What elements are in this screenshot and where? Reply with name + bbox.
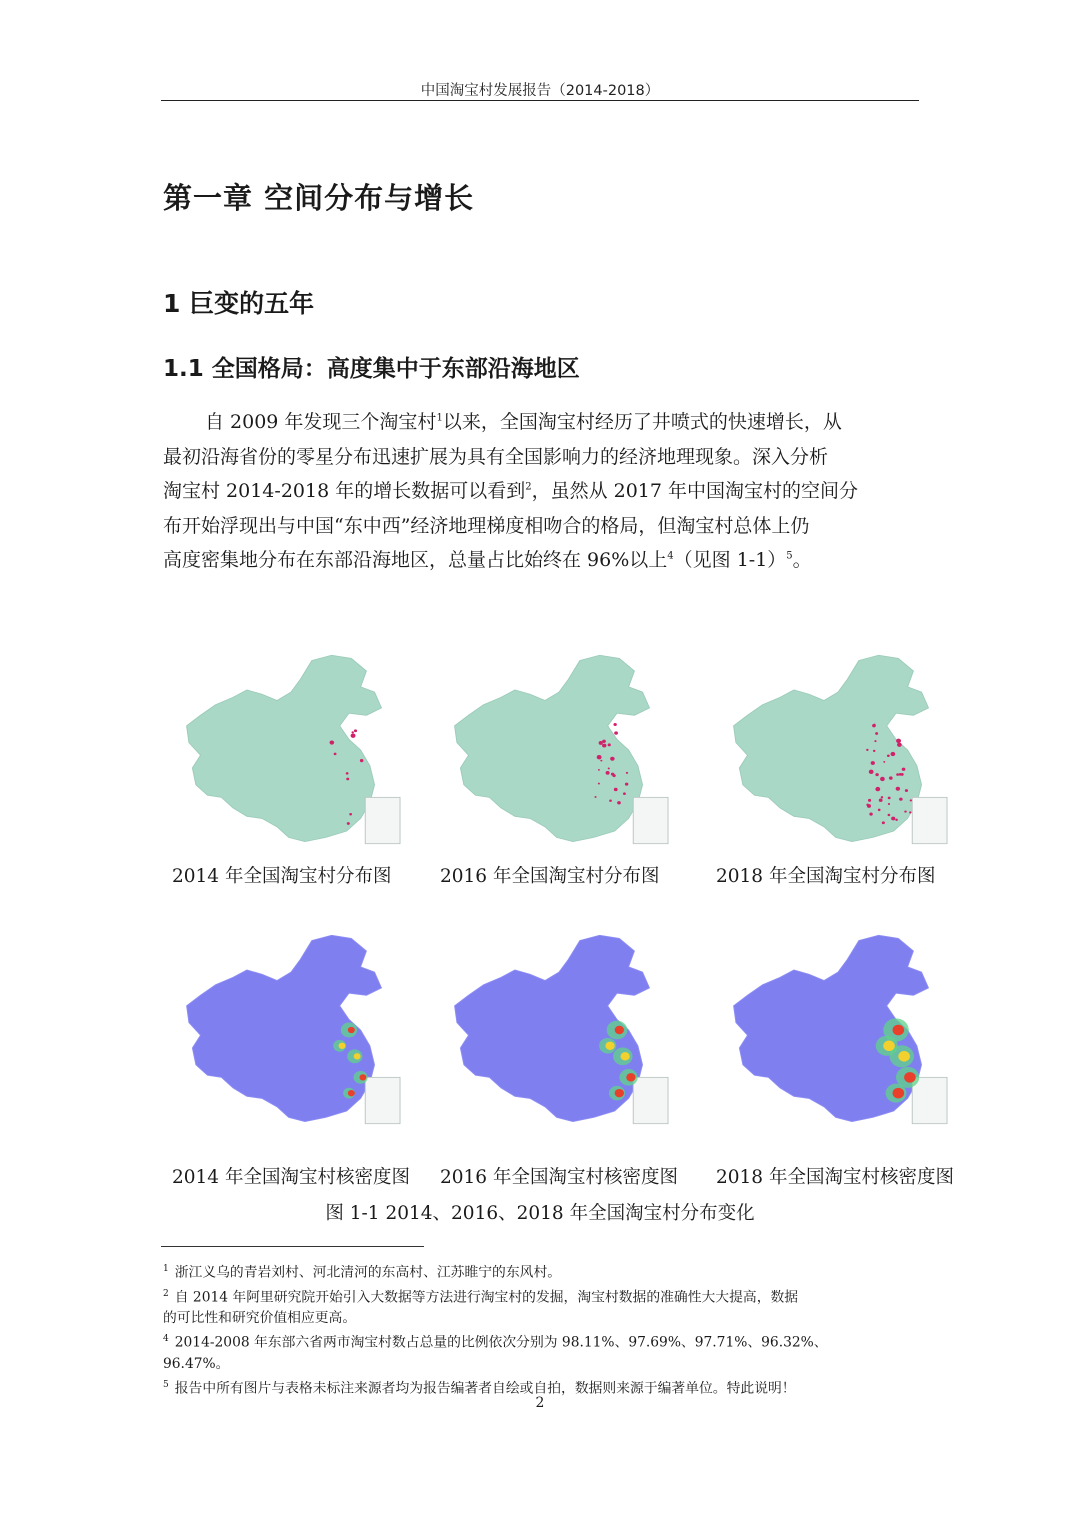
village-dot — [613, 723, 616, 726]
village-dot — [910, 799, 912, 801]
village-dot — [347, 822, 350, 825]
village-dot — [899, 798, 903, 801]
village-dot — [904, 810, 906, 812]
village-dot — [598, 783, 600, 785]
village-dot — [612, 774, 615, 777]
village-dot — [354, 729, 357, 732]
village-dot — [610, 757, 615, 761]
subsection-title: 1.1 全国格局：高度集中于东部沿海地区 — [163, 356, 580, 382]
footnote-text: 自 2014 年阿里研究院开始引入大数据等方法进行淘宝村的发掘，淘宝村数据的准确性大大提高，数据 — [174, 1289, 799, 1306]
footnote-ref[interactable]: 4 — [667, 550, 674, 562]
village-dot — [909, 811, 911, 813]
village-dot — [595, 796, 597, 798]
village-dot — [882, 821, 885, 824]
village-dot — [901, 773, 904, 776]
south-china-sea-inset — [912, 1077, 947, 1123]
village-dot — [866, 749, 868, 751]
footnote-continuation: 96.47%。 — [163, 1355, 230, 1372]
village-dot — [880, 777, 885, 781]
village-dot — [614, 731, 618, 734]
density-hotspot — [626, 1073, 635, 1081]
density-hotspot — [615, 1089, 624, 1097]
density-hotspot — [615, 1026, 624, 1034]
village-dot — [874, 740, 876, 742]
footnote-text: 2014-2008 年东部六省两市淘宝村数占总量的比例依次分别为 98.11%、97.69%、97.71%、96.32%、 — [174, 1334, 828, 1351]
village-dot — [352, 731, 354, 733]
village-dot — [878, 809, 881, 811]
village-dot — [888, 803, 890, 805]
header-rule — [161, 100, 919, 101]
density-hotspot — [620, 1052, 629, 1060]
village-dot — [896, 739, 901, 743]
village-dot — [866, 804, 869, 806]
village-dot — [905, 789, 908, 792]
footnote-ref[interactable]: 2 — [525, 481, 532, 493]
running-header: 中国淘宝村发展报告（2014-2018） — [420, 83, 660, 99]
distribution-map-2016 — [443, 650, 675, 850]
village-dot — [600, 760, 602, 762]
paragraph-line: 最初沿海省份的零星分布迅速扩展为具有全国影响力的经济地理现象。深入分析 — [163, 445, 829, 468]
village-dot — [346, 778, 349, 781]
village-dot — [891, 817, 895, 821]
village-dot — [623, 792, 626, 795]
south-china-sea-inset — [365, 1077, 400, 1123]
footnote-continuation: 的可比性和研究价值相应更高。 — [163, 1310, 357, 1327]
village-dot — [873, 724, 875, 726]
footnote-mark: 5 — [163, 1379, 169, 1390]
footnote — [163, 1284, 923, 1309]
footnote-rule — [161, 1246, 424, 1247]
china-outline — [455, 655, 650, 841]
density-hotspot — [605, 1042, 614, 1050]
south-china-sea-inset — [633, 1077, 668, 1123]
density-hotspot — [359, 1074, 366, 1080]
density-hotspot — [348, 1090, 355, 1096]
footnote-mark: 1 — [163, 1264, 169, 1274]
density-hotspot — [348, 1027, 355, 1033]
village-dot — [334, 753, 337, 756]
village-dot — [873, 750, 876, 752]
village-dot — [351, 733, 356, 737]
text-run: （见图 1-1） — [673, 549, 787, 571]
density-hotspot — [893, 1088, 905, 1099]
text-run: 淘宝村 2014-2018 年的增长数据可以看到 — [163, 480, 526, 502]
text-run: 。 — [792, 549, 812, 571]
footnote-ref[interactable]: 5 — [786, 550, 793, 562]
paragraph-line — [163, 543, 923, 578]
density-hotspot — [883, 1041, 895, 1052]
village-dot — [897, 743, 902, 747]
village-dot — [349, 813, 352, 815]
village-dot — [598, 769, 600, 771]
village-dot — [602, 740, 606, 743]
south-china-sea-inset — [633, 797, 668, 843]
text-run: 以来，全国淘宝村经历了井喷式的快速增长，从 — [442, 411, 842, 433]
text-run: ，虽然从 2017 年中国淘宝村的空间分 — [531, 480, 859, 502]
village-dot — [888, 797, 891, 800]
china-outline — [734, 655, 929, 841]
village-dot — [881, 796, 883, 798]
village-dot — [896, 773, 899, 776]
footnote-ref[interactable]: 1 — [436, 412, 443, 424]
village-dot — [890, 752, 895, 756]
village-dot — [597, 755, 602, 759]
village-dot — [896, 787, 900, 791]
figure-caption: 图 1-1 2014、2016、2018 年全国淘宝村分布变化 — [325, 1203, 755, 1224]
village-dot — [608, 767, 610, 769]
village-dot — [360, 759, 363, 762]
footnotes — [163, 1259, 923, 1399]
map-caption: 2014 年全国淘宝村核密度图 — [172, 1167, 410, 1188]
village-dot — [626, 772, 628, 774]
density-hotspot — [339, 1043, 346, 1049]
footnote-mark: 2 — [163, 1288, 169, 1299]
map-caption: 2018 年全国淘宝村分布图 — [716, 866, 936, 887]
south-china-sea-inset — [912, 797, 947, 843]
footnote-mark: 4 — [163, 1334, 169, 1345]
kernel-density-map-2014 — [175, 930, 407, 1130]
village-dot — [875, 732, 878, 735]
section-title: 1 巨变的五年 — [163, 289, 315, 318]
village-dot — [887, 755, 890, 758]
paragraph-line — [163, 405, 923, 440]
village-dot — [869, 813, 872, 816]
density-hotspot — [354, 1053, 361, 1059]
village-dot — [875, 773, 878, 776]
village-dot — [617, 801, 621, 804]
paragraph-line: 布开始浮现出与中国“东中西”经济地理梯度相吻合的格局，但淘宝村总体上仍 — [163, 514, 810, 537]
village-dot — [608, 743, 611, 746]
village-dot — [609, 800, 612, 802]
distribution-map-2018 — [722, 650, 954, 850]
village-dot — [895, 819, 898, 821]
kernel-density-map-2016 — [443, 930, 675, 1130]
page-number: 2 — [535, 1395, 545, 1411]
village-dot — [869, 770, 874, 774]
map-caption: 2014 年全国淘宝村分布图 — [172, 866, 392, 887]
village-dot — [883, 761, 885, 763]
text-run: 高度密集地分布在东部沿海地区，总量占比始终在 96%以上 — [163, 549, 668, 571]
footnote-text: 浙江义乌的青岩刘村、河北清河的东高村、江苏睢宁的东风村。 — [174, 1264, 562, 1281]
village-dot — [875, 787, 880, 791]
map-caption: 2018 年全国淘宝村核密度图 — [716, 1167, 954, 1188]
footnote-text: 报告中所有图片与表格未标注来源者均为报告编著者自绘或自拍，数据则来源于编著单位。特此说明！ — [174, 1380, 796, 1397]
village-dot — [902, 768, 906, 771]
village-dot — [871, 761, 875, 765]
map-caption: 2016 年全国淘宝村分布图 — [440, 866, 660, 887]
village-dot — [606, 771, 610, 775]
chapter-title: 第一章 空间分布与增长 — [163, 181, 475, 215]
distribution-map-2014 — [175, 650, 407, 850]
village-dot — [346, 772, 349, 775]
density-hotspot — [893, 1025, 905, 1036]
village-dot — [330, 740, 335, 744]
body-paragraph — [163, 405, 923, 578]
footnote — [163, 1329, 923, 1354]
south-china-sea-inset — [365, 797, 400, 843]
china-outline — [187, 655, 382, 841]
village-dot — [868, 799, 871, 802]
village-dot — [879, 799, 883, 802]
density-hotspot — [904, 1072, 916, 1083]
village-dot — [614, 788, 618, 791]
text-run: 自 2009 年发现三个淘宝村 — [205, 411, 437, 433]
village-dot — [625, 783, 628, 786]
village-dot — [889, 776, 893, 779]
map-caption: 2016 年全国淘宝村核密度图 — [440, 1167, 678, 1188]
kernel-density-map-2018 — [722, 930, 954, 1130]
village-dot — [888, 814, 891, 816]
density-hotspot — [898, 1051, 910, 1062]
footnote — [163, 1259, 923, 1284]
village-dot — [602, 744, 606, 748]
paragraph-line — [163, 474, 923, 509]
